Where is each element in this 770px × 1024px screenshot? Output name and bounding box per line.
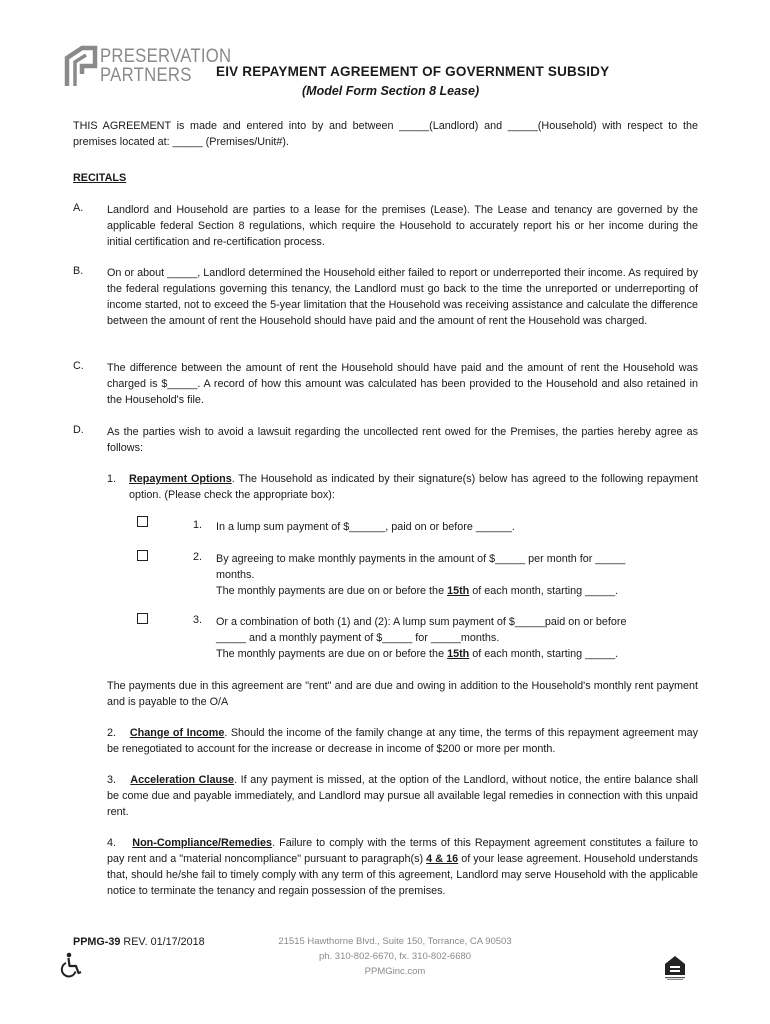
recital-d-letter: D. <box>73 424 84 436</box>
option3-text <box>216 614 636 662</box>
logo-mark-icon <box>64 44 98 88</box>
option2-number: 2. <box>193 551 203 563</box>
wheelchair-accessibility-icon <box>60 952 82 978</box>
recital-a-text: Landlord and Household are parties to a lease for the premises (Lease). The Lease and tenancy are governed by the applicable federal Section 8 regulations, which require the Household to accurately report his or her income during the initial certification and re-certification process. <box>107 204 698 248</box>
item4-heading: Non-Compliance/Remedies <box>132 837 273 849</box>
item3-text: . If any payment is missed, at the option of the Landlord, without notice, the entire balance shall be come due and payable immediately, and Landlord may pursue all available legal remedies in connection with this unpaid rent. <box>107 774 699 818</box>
preservation-partners-logo <box>64 44 232 88</box>
item4-paragraph-refs: 4 & 16 <box>426 853 459 865</box>
form-id: PPMG-39 <box>73 936 121 948</box>
recital-d-text: As the parties wish to avoid a lawsuit regarding the uncollected rent owed for the Premises, the parties hereby agree as follows: <box>107 426 698 454</box>
revision-date: REV. 01/17/2018 <box>120 936 205 948</box>
recital-c-letter: C. <box>73 360 84 372</box>
item1-paragraph <box>129 471 698 503</box>
recital-c-text: The difference between the amount of rent the Household should have paid and the amount of rent the Household was charged is $_____. A record of how this amount was calculated has been provided to the Household and also retained in the Household's file. <box>107 362 698 406</box>
item2-text: . Should the income of the family change at any time, the terms of this repayment agreement may be renegotiated to account for the increase or decrease in income of $200 or more per month. <box>107 727 698 755</box>
equal-housing-opportunity-icon <box>664 955 686 981</box>
option2-checkbox[interactable] <box>137 550 148 561</box>
logo-text-line1: PRESERVATION <box>100 46 232 67</box>
item3-paragraph: 3. Acceleration Clause. If any payment is missed, at the option of the Landlord, without notice, the entire balance shall be come due and payable immediately, and Landlord may pursue all available legal remedies in connection with this unpaid rent. <box>107 774 699 818</box>
footer-contact <box>250 934 540 979</box>
document-subtitle: (Model Form Section 8 Lease) <box>302 84 480 98</box>
footer-website: PPMGinc.com <box>364 966 426 977</box>
item1-heading: Repayment Options <box>129 473 232 485</box>
option3-line2: The monthly payments are due on or before the 15th of each month, starting _____. <box>216 648 619 660</box>
option3-due-day: 15th <box>447 648 470 660</box>
item2-paragraph: 2. Change of Income. Should the income of the family change at any time, the terms of this repayment agreement may be renegotiated to account for the increase or decrease in income of $200 or more per month. <box>107 727 698 755</box>
recitals-heading: RECITALS <box>73 172 127 184</box>
footer-address: 21515 Hawthorne Blvd., Suite 150, Torrance, CA 90503 <box>278 936 512 947</box>
form-revision <box>73 936 205 948</box>
option3-line1: Or a combination of both (1) and (2): A lump sum payment of $_____paid on or before _____ and a monthly payment of $_____ for _____months. <box>216 616 627 644</box>
payments-note: The payments due in this agreement are "rent" and are due and owing in addition to the Household's monthly rent payment and is payable to the O/A <box>107 680 698 708</box>
logo-text-line2: PARTNERS <box>100 65 192 86</box>
recital-a-letter: A. <box>73 202 84 214</box>
recital-b-letter: B. <box>73 265 84 277</box>
item1-text: . The Household as indicated by their signature(s) below has agreed to the following repayment option. (Please check the appropriate box): <box>129 473 698 501</box>
intro-paragraph: THIS AGREEMENT is made and entered into by and between _____(Landlord) and _____(Household) with respect to the premises located at: _____ (Premises/Unit#). <box>73 120 698 148</box>
footer-phone: ph. 310-802-6670, fx. 310-802-6680 <box>318 951 472 962</box>
option3-checkbox[interactable] <box>137 613 148 624</box>
recital-b-text: On or about _____, Landlord determined the Household either failed to report or underreported their income. As required by the federal regulations governing this tenancy, the Landlord must go back to the time the unreported or underreporting of income started, not to exceed the 5-year limitation that the Household was receiving assistance and calculate the difference between the amount of rent the Household should have paid and the amount of rent the Household was charged. <box>107 267 698 327</box>
item2-heading: Change of Income <box>129 727 225 739</box>
item1-number: 1. <box>107 473 117 485</box>
document-title: EIV REPAYMENT AGREEMENT OF GOVERNMENT SUBSIDY <box>216 64 610 79</box>
item3-heading: Acceleration Clause <box>130 774 235 786</box>
option3-number: 3. <box>193 614 203 626</box>
option2-line2: The monthly payments are due on or before the 15th of each month, starting _____. <box>216 585 619 597</box>
option1-checkbox[interactable] <box>137 516 148 527</box>
option2-line1: By agreeing to make monthly payments in the amount of $_____ per month for _____ months. <box>216 553 626 581</box>
option1-text: In a lump sum payment of $______, paid on or before ______. <box>216 521 515 533</box>
option2-text <box>216 551 661 599</box>
item4-paragraph: 4. Non-Compliance/Remedies. Failure to comply with the terms of this Repayment agreement constitutes a failure to pay rent and a "material noncompliance" pursuant to paragraph(s) 4 & 16 of your lease agreement. Household understands that, should he/she fail to timely comply with any term of this agreement, Landlord may serve Household with the applicable notice to terminate the tenancy and regain possession of the premises. <box>107 837 699 897</box>
option1-number: 1. <box>193 519 203 531</box>
option2-due-day: 15th <box>447 585 470 597</box>
